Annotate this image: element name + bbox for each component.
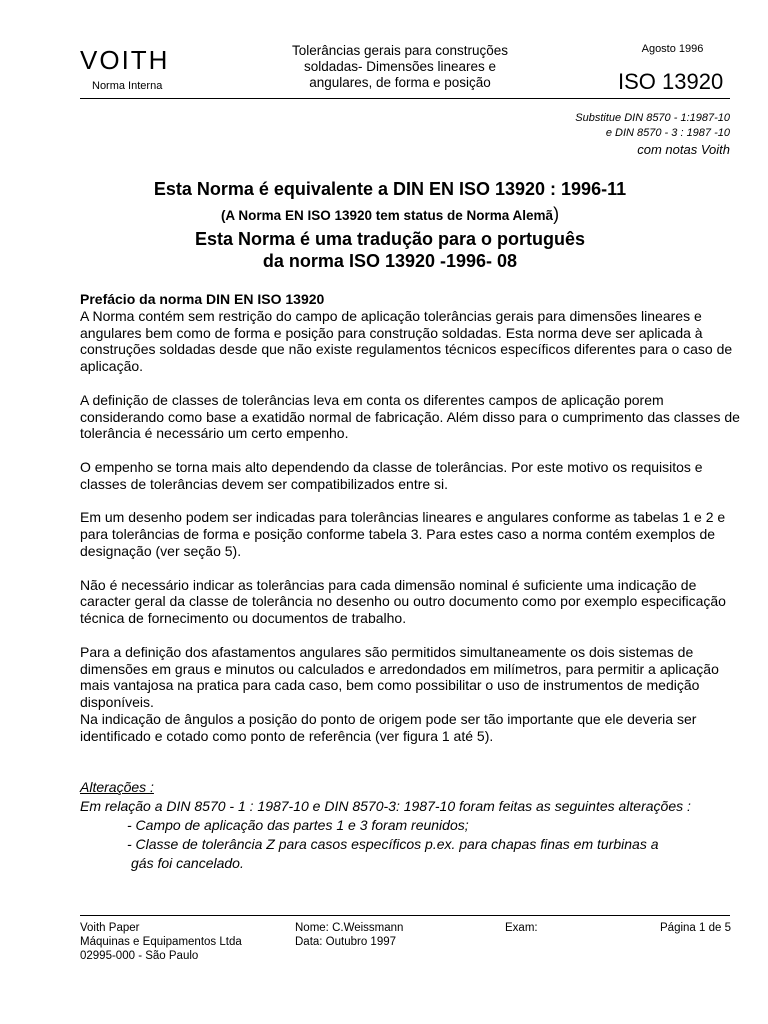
replaces-line: Substitue DIN 8570 - 1:1987-10: [575, 112, 730, 124]
preface-paragraph: A definição de classes de tolerâncias leva em conta os diferentes campos de aplicação porem considerando como base a exatidão normal de fabricação. Além disso para o cumprimento das classes de tolerância é necessário um certo empenho.: [80, 391, 740, 442]
document-title: [250, 43, 550, 91]
footer-exam: Exam:: [505, 922, 538, 934]
replaces-note: [330, 111, 730, 158]
equivalence-heading: Esta Norma é equivalente a DIN EN ISO 13920 : 1996-11: [153, 179, 627, 199]
alterations-title: Alterações :: [80, 779, 154, 795]
preface-paragraph: Não é necessário indicar as tolerâncias para cada dimensão nominal é suficiente uma indicação de caracter geral da classe de tolerância no desenho ou outro documento como por exemplo especificação técnica de fornecimento ou documentos de trabalho.: [80, 576, 726, 627]
preface-paragraph: O empenho se torna mais alto dependendo da classe de tolerâncias. Por este motivo os requisitos e classes de tolerâncias devem ser compatibilizados entre si.: [80, 458, 703, 492]
header-rule: [80, 98, 730, 99]
preface-section: [80, 291, 740, 745]
alterations-item: - Classe de tolerância Z para casos específicos p.ex. para chapas finas em turbinas a: [127, 836, 659, 852]
preface-paragraph: Para a definição dos afastamentos angulares são permitidos simultaneamente os dois sistemas de dimensões em graus e minutos ou calculados e arredondados em milímetros, para permitir a aplicação mais vantajosa na pratica para cada caso, bem como possibilitar o uso de instrumentos de medição disponíveis.: [80, 643, 719, 711]
footer-rule: [80, 915, 730, 916]
preface-paragraph: A Norma contém sem restrição do campo de aplicação tolerâncias gerais para dimensões lineares e angulares bem como de forma e posição para construção soldadas. Esta norma deve ser aplicada à construções soldadas desde que não existe regulamentos técnicos específicos diferentes para o caso de aplicação.: [80, 307, 733, 375]
document-title-line: angulares, de forma e posição: [309, 75, 491, 90]
footer-company: [80, 921, 242, 963]
voith-notes-line: com notas Voith: [637, 142, 730, 157]
translation-heading-line2: da norma ISO 13920 -1996- 08: [262, 251, 518, 271]
issue-date: Agosto 1996: [641, 43, 704, 55]
footer-date: Data: Outubro 1997: [295, 936, 397, 948]
footer-company-line: Voith Paper: [80, 922, 140, 934]
document-title-line: soldadas- Dimensões lineares e: [303, 59, 497, 74]
preface-paragraph: Em um desenho podem ser indicadas para tolerâncias lineares e angulares conforme as tabelas 1 e 2 e para tolerâncias de forma e posição conforme tabela 3. Para estes caso a norma contém exemplos de designação (ver seção 5).: [80, 509, 726, 559]
standard-number: ISO 13920: [618, 69, 724, 94]
status-heading: [60, 205, 720, 225]
preface-title: Prefácio da norma DIN EN ISO 13920: [80, 291, 325, 307]
alterations-item: - Campo de aplicação das partes 1 e 3 foram reunidos;: [127, 817, 469, 833]
alterations-section: [80, 778, 740, 873]
status-heading-text: (A Norma EN ISO 13920 tem status de Norma Alemã: [220, 208, 554, 223]
footer-author: [295, 921, 403, 949]
alterations-item: gás foi cancelado.: [131, 855, 244, 871]
footer-page-number: Página 1 de 5: [660, 922, 731, 934]
status-heading-paren: ): [553, 204, 560, 224]
brand-logo-text: VOITH: [80, 45, 170, 75]
footer-name: Nome: C.Weissmann: [295, 922, 404, 934]
translation-heading-line1: Esta Norma é uma tradução para o português: [194, 229, 586, 249]
preface-paragraph: Na indicação de ângulos a posição do ponto de origem pode ser tão importante que ele deveria ser identificado e cotado como ponto de referência (ver figura 1 até 5).: [80, 710, 697, 744]
footer-company-line: Máquinas e Equipamentos Ltda: [80, 936, 242, 948]
alterations-intro: Em relação a DIN 8570 - 1 : 1987-10 e DIN 8570-3: 1987-10 foram feitas as seguintes alterações :: [80, 798, 691, 814]
footer-company-line: 02995-000 - São Paulo: [80, 950, 199, 962]
replaces-line: e DIN 8570 - 3 : 1987 -10: [605, 127, 730, 139]
document-title-line: Tolerâncias gerais para construções: [291, 43, 509, 58]
brand-subtitle: Norma Interna: [92, 80, 163, 92]
